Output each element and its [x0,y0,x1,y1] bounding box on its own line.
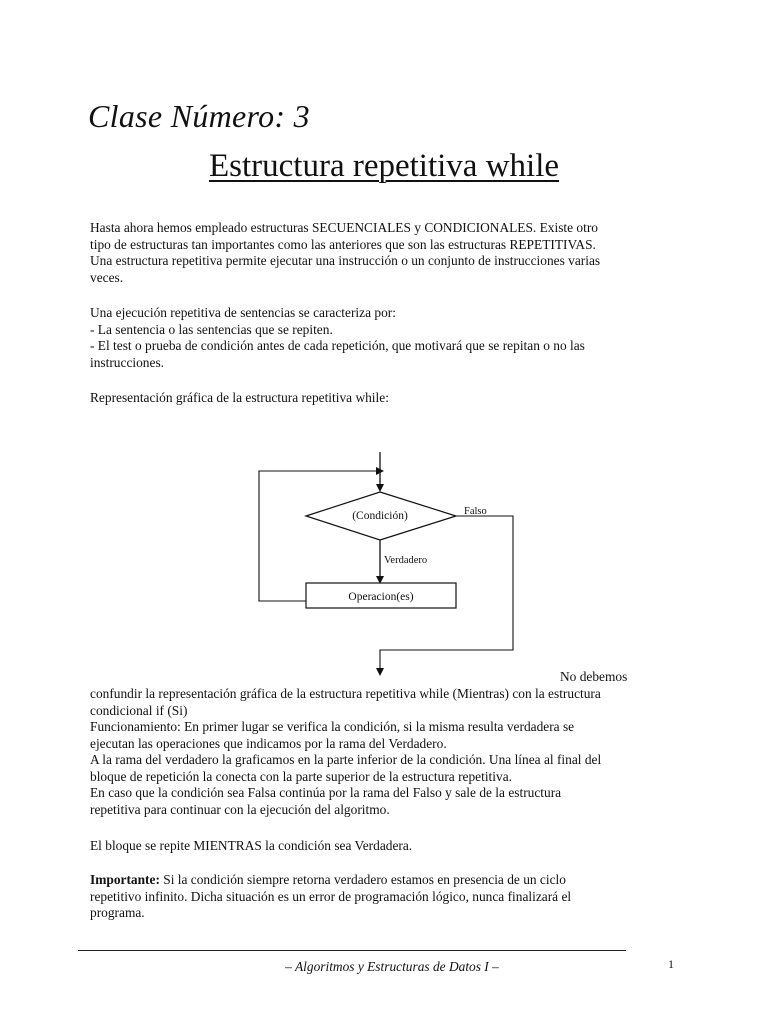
important-first-line: Si la condición siempre retorna verdadero estamos en presencia de un ciclo [159,872,566,887]
footer-divider [78,950,626,951]
representation-intro [90,390,690,407]
explanation-line: bloque de repetición la conecta con la parte superior de la estructura repetitiva. [90,768,512,784]
explanation-paragraph [90,686,690,818]
footer-course-name: – Algoritmos y Estructuras de Datos I – [285,959,499,974]
important-label: Importante: [90,872,160,887]
representation-intro-text: Representación gráfica de la estructura repetitiva while: [90,390,389,405]
explanation-line: En caso que la condición sea Falsa continúa por la rama del Falso y sale de la estructura [90,785,562,800]
explanation-line: confundir la representación gráfica de la estructura repetitiva while (Mientras) con la estructura [90,686,601,701]
characteristics-line: instrucciones. [90,354,165,370]
explanation-line: repetitiva para continuar con la ejecución del algoritmo. [90,801,390,817]
repeat-note [90,838,690,855]
explanation-line: A la rama del verdadero la graficamos en la parte inferior de la condición. Una línea al final del [90,752,602,767]
intro-line: tipo de estructuras tan importantes como las anteriores que son las estructuras REPETITIVAS. [90,236,596,252]
important-line [90,872,690,889]
intro-line: Hasta ahora hemos empleado estructuras SECUENCIALES y CONDICIONALES. Existe otro [90,220,599,235]
characteristics-line: Una ejecución repetitiva de sentencias se caracteriza por: [90,305,396,320]
intro-line: Una estructura repetitiva permite ejecutar una instrucción o un conjunto de instrucciones varias [90,253,601,268]
class-number-heading: Clase Número: 3 [88,98,310,134]
condition-label: (Condición) [352,510,408,522]
important-line: repetitivo infinito. Dicha situación es un error de programación lógico, nunca finalizará el [90,888,572,904]
explanation-first-line [560,669,680,686]
characteristics-paragraph [90,305,690,371]
loop-back-line [259,471,380,601]
true-label: Verdadero [384,555,428,566]
explanation-line: condicional if (Si) [90,702,188,718]
operation-label: Operacion(es) [348,591,414,603]
page-number: 1 [668,957,674,971]
important-line: programa. [90,905,145,920]
characteristics-line: - El test o prueba de condición antes de cada repetición, que motivará que se repitan o no las [90,338,585,353]
intro-paragraph [90,220,690,286]
page-title-text: Estructura repetitiva while [208,148,560,184]
explanation-line: ejecutan las operaciones que indicamos por la rama del Verdadero. [90,735,447,751]
explanation-first-line-text: No debemos [560,669,628,684]
characteristics-line: - La sentencia o las sentencias que se repiten. [90,321,333,337]
false-label: Falso [464,506,487,517]
while-flowchart [250,448,530,680]
page-title [0,148,768,185]
repeat-note-text: El bloque se repite MIENTRAS la condición sea Verdadera. [90,838,413,853]
important-paragraph [90,872,690,922]
explanation-line: Funcionamiento: En primer lugar se verifica la condición, si la misma resulta verdadera se [90,719,575,734]
intro-line: veces. [90,269,124,285]
